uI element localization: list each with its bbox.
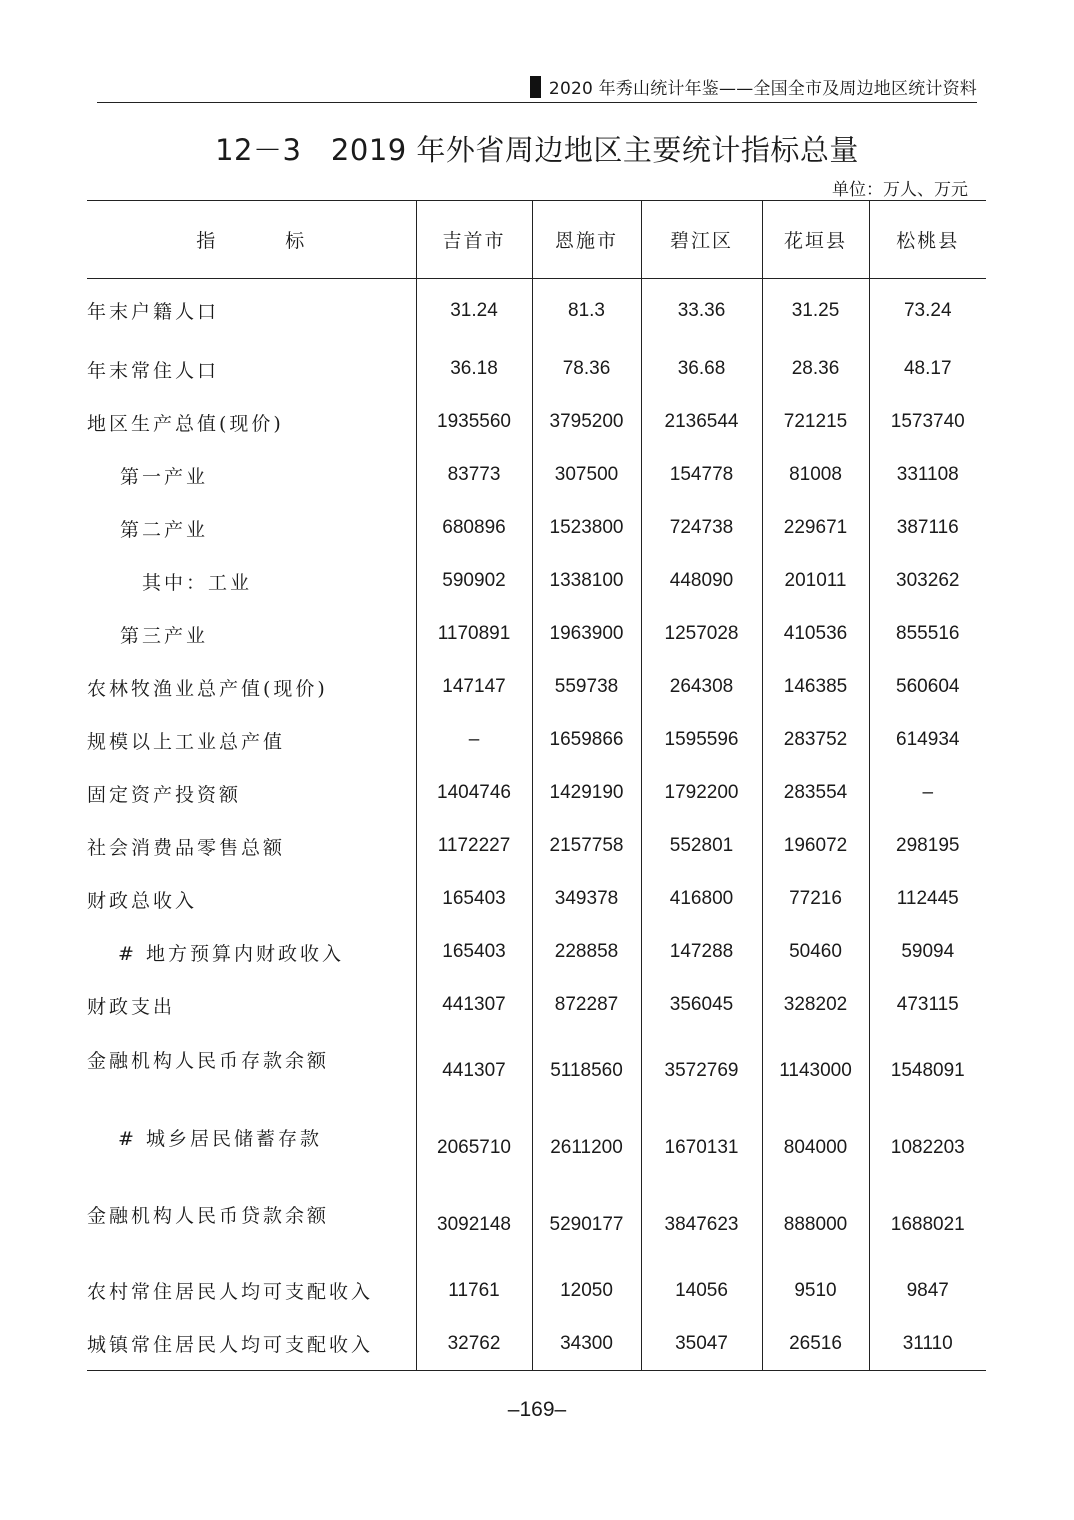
table-cell: 888000 bbox=[762, 1187, 869, 1264]
table-row bbox=[87, 1110, 986, 1187]
table-cell: 3795200 bbox=[532, 396, 641, 449]
row-label: 金融机构人民币贷款余额 bbox=[87, 1204, 330, 1227]
table-cell: 5118560 bbox=[532, 1032, 641, 1110]
table-cell: 3572769 bbox=[641, 1032, 762, 1110]
table-row bbox=[87, 1318, 986, 1371]
table-cell: 307500 bbox=[532, 449, 641, 502]
row-label: 其中：工业 bbox=[142, 571, 253, 594]
column-header-enshi: 恩施市 bbox=[532, 201, 641, 279]
table-row bbox=[87, 661, 986, 714]
table-cell: 349378 bbox=[532, 873, 641, 926]
column-header-jishou: 吉首市 bbox=[416, 201, 532, 279]
table-cell: 331108 bbox=[869, 449, 986, 502]
table-row bbox=[87, 1032, 986, 1110]
table-row bbox=[87, 396, 986, 449]
table-cell: 1523800 bbox=[532, 502, 641, 555]
table-cell: 2136544 bbox=[641, 396, 762, 449]
table-cell: 1172227 bbox=[416, 820, 532, 873]
table-cell: 1257028 bbox=[641, 608, 762, 661]
table-cell: 387116 bbox=[869, 502, 986, 555]
table-cell: 2065710 bbox=[416, 1110, 532, 1187]
table-row bbox=[87, 767, 986, 820]
table-row bbox=[87, 1187, 986, 1264]
table-cell: 32762 bbox=[416, 1318, 532, 1371]
table-cell: 33.36 bbox=[641, 279, 762, 343]
table-cell: 9510 bbox=[762, 1264, 869, 1318]
table-cell: 448090 bbox=[641, 555, 762, 608]
table-cell: 1935560 bbox=[416, 396, 532, 449]
row-label: 规模以上工业总产值 bbox=[87, 730, 286, 753]
column-header-bijiang: 碧江区 bbox=[641, 201, 762, 279]
indicator-head-a: 指 bbox=[196, 230, 218, 252]
table-cell: 264308 bbox=[641, 661, 762, 714]
table-row bbox=[87, 714, 986, 767]
table-row bbox=[87, 926, 986, 979]
table-row bbox=[87, 343, 986, 396]
table-cell: 147147 bbox=[416, 661, 532, 714]
table-cell: 473115 bbox=[869, 979, 986, 1032]
table-cell: 804000 bbox=[762, 1110, 869, 1187]
table-cell: 147288 bbox=[641, 926, 762, 979]
table-cell: 560604 bbox=[869, 661, 986, 714]
table-cell: 5290177 bbox=[532, 1187, 641, 1264]
table-cell: 441307 bbox=[416, 1032, 532, 1110]
table-cell: 11761 bbox=[416, 1264, 532, 1318]
table-cell: 77216 bbox=[762, 873, 869, 926]
column-header-songtao: 松桃县 bbox=[869, 201, 986, 279]
table-cell: 1595596 bbox=[641, 714, 762, 767]
row-label: # 地方预算内财政收入 bbox=[118, 942, 344, 965]
row-label: 城镇常住居民人均可支配收入 bbox=[87, 1318, 416, 1371]
table-title: 12－3 2019 年外省周边地区主要统计指标总量 bbox=[215, 133, 859, 167]
table-cell: 2157758 bbox=[532, 820, 641, 873]
row-label: 财政支出 bbox=[87, 995, 176, 1018]
table-cell: 855516 bbox=[869, 608, 986, 661]
statistics-table bbox=[87, 200, 986, 1371]
table-cell: 165403 bbox=[416, 873, 532, 926]
table-cell: 1404746 bbox=[416, 767, 532, 820]
row-label: 年末户籍人口 bbox=[87, 301, 220, 324]
table-cell: 1963900 bbox=[532, 608, 641, 661]
table-cell: 1792200 bbox=[641, 767, 762, 820]
table-row bbox=[87, 279, 986, 343]
row-label: 农村常住居民人均可支配收入 bbox=[87, 1281, 374, 1303]
table-cell: 154778 bbox=[641, 449, 762, 502]
table-cell: 229671 bbox=[762, 502, 869, 555]
table-cell: – bbox=[416, 714, 532, 767]
table-cell: 356045 bbox=[641, 979, 762, 1032]
row-label: 地区生产总值(现价) bbox=[87, 412, 284, 435]
table-cell: 78.36 bbox=[532, 343, 641, 396]
table-cell: 441307 bbox=[416, 979, 532, 1032]
table-cell: – bbox=[869, 767, 986, 820]
table-cell: 3092148 bbox=[416, 1187, 532, 1264]
table-cell: 36.18 bbox=[416, 343, 532, 396]
row-label: 财政总收入 bbox=[87, 889, 198, 912]
table-cell: 1548091 bbox=[869, 1032, 986, 1110]
table-row bbox=[87, 820, 986, 873]
table-cell: 14056 bbox=[641, 1264, 762, 1318]
table-cell: 81.3 bbox=[532, 279, 641, 343]
table-cell: 73.24 bbox=[869, 279, 986, 343]
table-row bbox=[87, 449, 986, 502]
row-label: 农林牧渔业总产值(现价) bbox=[87, 677, 328, 700]
table-cell: 146385 bbox=[762, 661, 869, 714]
table-cell: 1143000 bbox=[762, 1032, 869, 1110]
table-cell: 26516 bbox=[762, 1318, 869, 1371]
table-cell: 590902 bbox=[416, 555, 532, 608]
table-cell: 1688021 bbox=[869, 1187, 986, 1264]
table-header-row bbox=[87, 201, 986, 279]
table-row bbox=[87, 873, 986, 926]
table-cell: 3847623 bbox=[641, 1187, 762, 1264]
running-header bbox=[97, 76, 977, 103]
row-label: # 城乡居民储蓄存款 bbox=[118, 1127, 322, 1150]
indicator-head-b: 标 bbox=[285, 230, 307, 252]
table-cell: 59094 bbox=[869, 926, 986, 979]
indicator-column-header bbox=[87, 201, 416, 279]
row-label: 固定资产投资额 bbox=[87, 783, 242, 806]
table-cell: 1082203 bbox=[869, 1110, 986, 1187]
table-cell: 298195 bbox=[869, 820, 986, 873]
table-row bbox=[87, 555, 986, 608]
table-cell: 1573740 bbox=[869, 396, 986, 449]
table-cell: 721215 bbox=[762, 396, 869, 449]
table-cell: 1670131 bbox=[641, 1110, 762, 1187]
table-cell: 680896 bbox=[416, 502, 532, 555]
table-cell: 614934 bbox=[869, 714, 986, 767]
table-row bbox=[87, 502, 986, 555]
table-cell: 416800 bbox=[641, 873, 762, 926]
table-cell: 196072 bbox=[762, 820, 869, 873]
row-label: 第三产业 bbox=[120, 624, 209, 647]
table-cell: 81008 bbox=[762, 449, 869, 502]
table-cell: 28.36 bbox=[762, 343, 869, 396]
table-cell: 328202 bbox=[762, 979, 869, 1032]
row-label: 第二产业 bbox=[120, 518, 209, 541]
table-cell: 31110 bbox=[869, 1318, 986, 1371]
table-cell: 9847 bbox=[869, 1264, 986, 1318]
row-label: 年末常住人口 bbox=[87, 359, 220, 382]
table-cell: 31.25 bbox=[762, 279, 869, 343]
table-cell: 112445 bbox=[869, 873, 986, 926]
table-cell: 283554 bbox=[762, 767, 869, 820]
table-cell: 724738 bbox=[641, 502, 762, 555]
column-header-huayuan: 花垣县 bbox=[762, 201, 869, 279]
table-cell: 1659866 bbox=[532, 714, 641, 767]
table-cell: 1429190 bbox=[532, 767, 641, 820]
table-cell: 34300 bbox=[532, 1318, 641, 1371]
table-cell: 559738 bbox=[532, 661, 641, 714]
table-row bbox=[87, 979, 986, 1032]
table-cell: 165403 bbox=[416, 926, 532, 979]
table-cell: 552801 bbox=[641, 820, 762, 873]
row-label: 第一产业 bbox=[120, 465, 209, 488]
table-cell: 1338100 bbox=[532, 555, 641, 608]
table-cell: 2611200 bbox=[532, 1110, 641, 1187]
header-marker-bar bbox=[530, 76, 541, 98]
page-number: –169– bbox=[507, 1398, 567, 1421]
table-cell: 201011 bbox=[762, 555, 869, 608]
table-cell: 1170891 bbox=[416, 608, 532, 661]
table-cell: 83773 bbox=[416, 449, 532, 502]
table-cell: 283752 bbox=[762, 714, 869, 767]
table-cell: 12050 bbox=[532, 1264, 641, 1318]
table-cell: 50460 bbox=[762, 926, 869, 979]
row-label: 金融机构人民币存款余额 bbox=[87, 1049, 330, 1072]
row-label: 社会消费品零售总额 bbox=[87, 836, 286, 859]
table-row bbox=[87, 1264, 986, 1318]
unit-label: 单位：万人、万元 bbox=[832, 180, 968, 200]
table-cell: 303262 bbox=[869, 555, 986, 608]
table-cell: 872287 bbox=[532, 979, 641, 1032]
table-cell: 31.24 bbox=[416, 279, 532, 343]
table-cell: 36.68 bbox=[641, 343, 762, 396]
table-row bbox=[87, 608, 986, 661]
table-cell: 48.17 bbox=[869, 343, 986, 396]
table-cell: 410536 bbox=[762, 608, 869, 661]
running-title: 2020 年秀山统计年鉴——全国全市及周边地区统计资料 bbox=[548, 79, 977, 99]
table-cell: 35047 bbox=[641, 1318, 762, 1371]
table-cell: 228858 bbox=[532, 926, 641, 979]
